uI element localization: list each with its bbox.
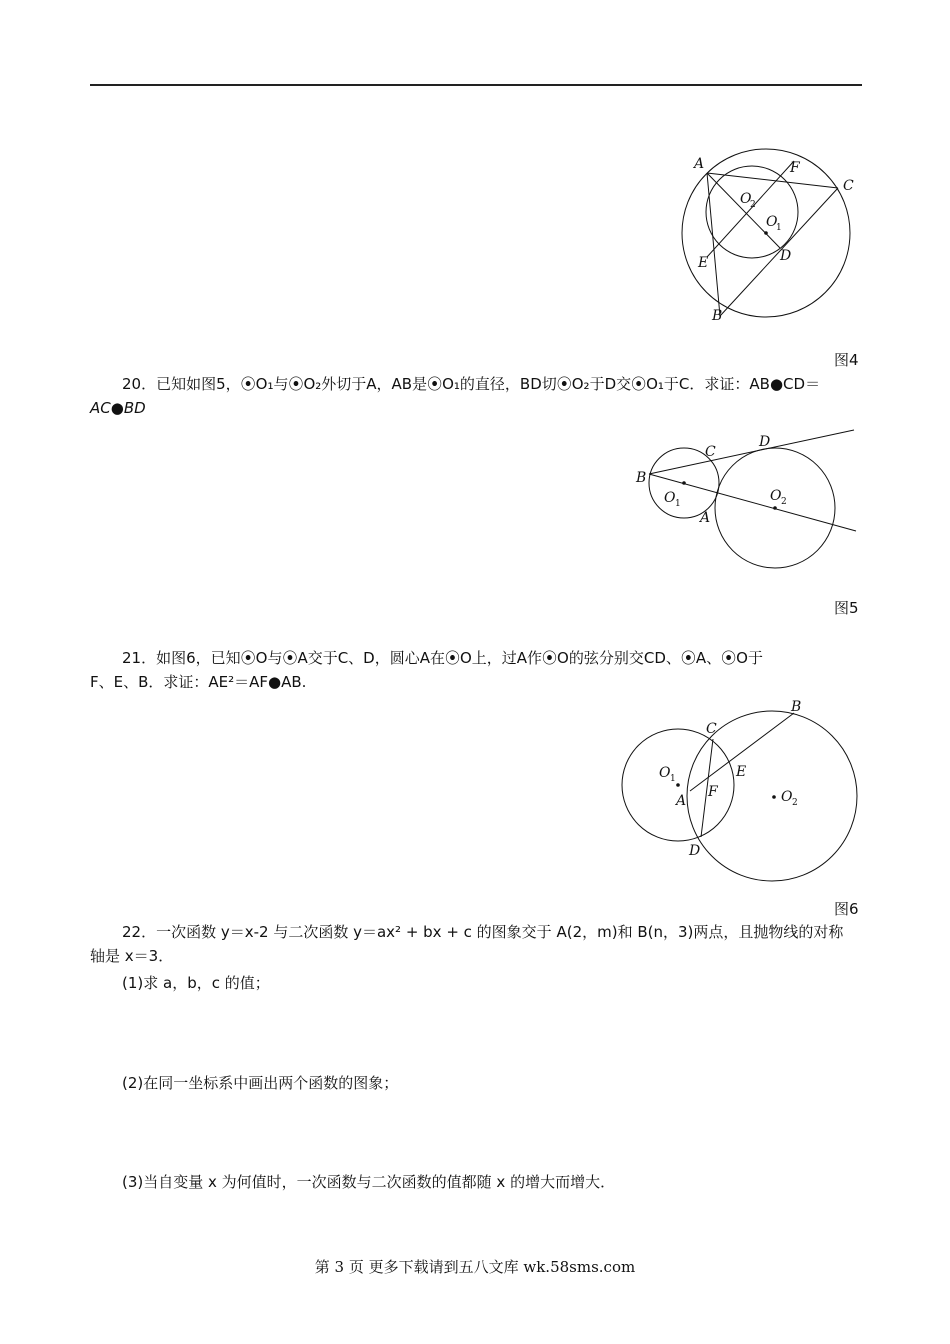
center-dot-o2 [773,506,777,510]
label-b: B [791,699,802,715]
figure-6-caption: 图6 [834,900,859,918]
label-o2: O [770,488,782,504]
label-c: C [706,721,717,737]
question-22-part-3: (3)当自变量 x 为何值时，一次函数与二次函数的值都随 x 的增大而增大． [122,1173,616,1191]
label-f: F [790,160,800,176]
label-o2-sub: 2 [781,497,787,507]
label-d: D [759,434,771,450]
figure-4-caption: 图4 [834,351,859,369]
top-rule [90,84,862,86]
figure-5-diagram [630,420,860,580]
question-22-line-2: 轴是 x＝3． [90,947,174,965]
label-o1-sub: 1 [675,499,681,509]
question-22-part-1: (1)求 a，b，c 的值； [122,974,270,992]
tangent-line-bd [649,430,854,474]
figure-6 [615,695,865,894]
label-d: D [780,248,792,264]
label-o2: O [781,789,793,805]
label-b: B [712,308,723,324]
label-a: A [676,793,687,809]
label-a: A [694,156,705,172]
label-o1: O [659,765,671,781]
label-o1: O [664,490,676,506]
label-f: F [708,784,718,800]
label-o2: O [740,191,752,207]
figure-4-diagram [670,140,870,330]
label-o2-sub: 2 [750,200,756,210]
small-circle [706,166,798,258]
figure-5 [630,420,860,584]
question-22 [90,920,862,968]
figure-4 [670,140,870,334]
center-dot-o1 [764,231,768,235]
label-o1-sub: 1 [776,223,782,233]
page-footer: 第 3 页 更多下载请到五八文库 wk.58sms.com [314,1258,636,1276]
question-20-line-2: AC●BD [90,399,146,417]
label-o2-sub: 2 [792,798,798,808]
label-d: D [689,843,701,859]
question-22-part-2: (2)在同一坐标系中画出两个函数的图象； [122,1074,399,1092]
label-c: C [843,178,854,194]
figure-6-diagram [615,695,865,890]
label-c: C [705,444,716,460]
center-dot-o1 [676,783,680,787]
segment-ad [707,173,780,248]
label-e: E [698,255,709,271]
label-o1: O [766,214,778,230]
question-21 [90,646,862,694]
label-e: E [736,764,747,780]
question-21-line-2: F、E、B．求证：AE²＝AF●AB. [90,673,307,691]
question-21-line-1: 21．如图6，已知⦿O与⦿A交于C、D，圆心A在⦿O上，过A作⦿O的弦分别交CD、⦿A、⦿O于 [122,649,763,667]
label-b: B [636,470,647,486]
center-dot-o1 [682,481,686,485]
figure-5-caption: 图5 [834,599,859,617]
label-a: A [700,510,711,526]
question-22-line-1: 22．一次函数 y＝x-2 与二次函数 y＝ax² + bx + c 的图象交于 A(2，m)和 B(n，3)两点，且抛物线的对称 [122,923,844,941]
question-20-line-1: 20．已知如图5，⦿O₁与⦿O₂外切于A，AB是⦿O₁的直径，BD切⦿O₂于D交⦿O₁于C．求证：AB●CD＝ [122,375,821,393]
question-20 [90,372,862,420]
segment-ac [707,173,838,188]
center-dot-o2 [772,795,776,799]
label-o1-sub: 1 [670,774,676,784]
